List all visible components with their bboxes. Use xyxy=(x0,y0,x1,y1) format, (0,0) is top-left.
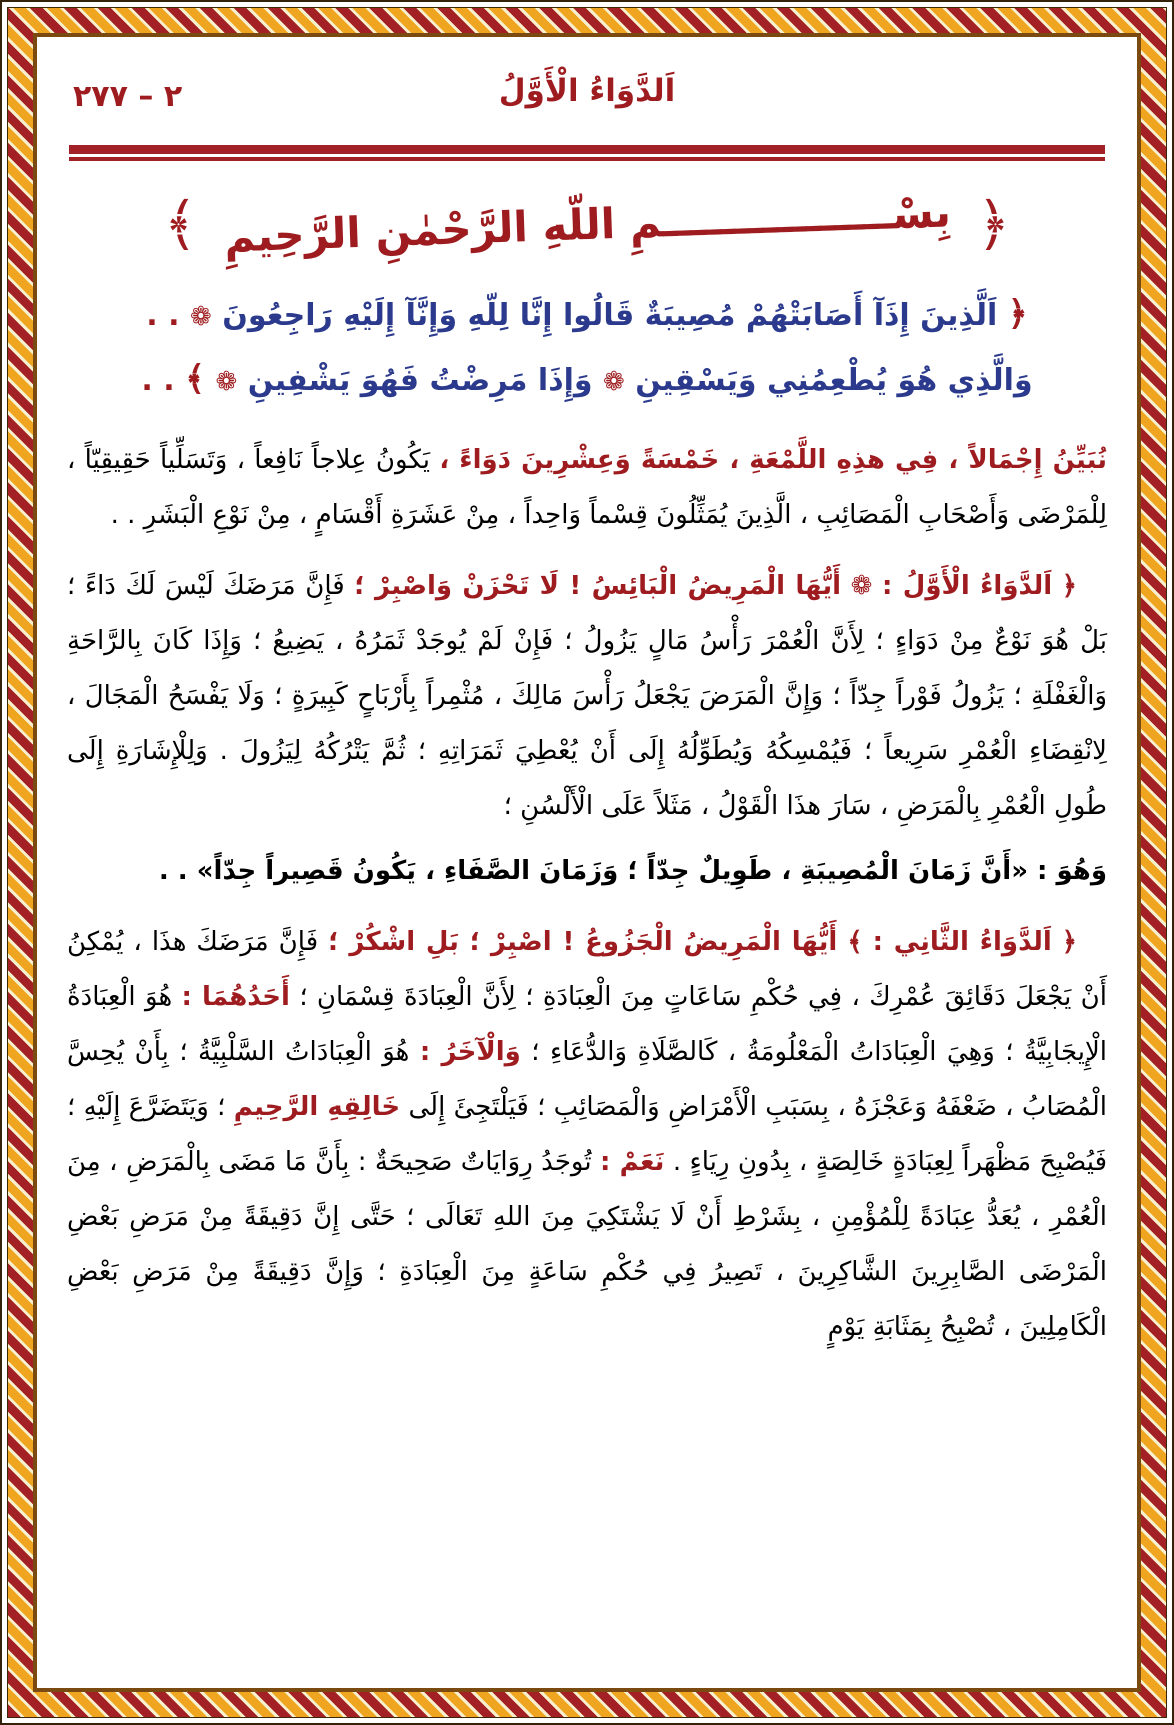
verse-2-trailer: . . xyxy=(141,363,175,398)
quran-verses xyxy=(67,283,1107,413)
remedy2-seg4: ؛ وَيَتَضَرَّعَ إِلَيْهِ ؛ فَيُصْبِحَ مَظْهَراً لِعِبَادَةٍ خَالِصَةٍ ، بِدُونِ رِيَاءٍ . xyxy=(67,1092,1107,1177)
remedy2-label-other: وَالْآخَرُ : xyxy=(419,1037,521,1067)
remedy2-seg5: تُوجَدُ رِوَايَاتٌ صَحِيحَةٌ : بِأَنَّ مَا مَضَى بِالْمَرَضِ ، مِنَ الْعُمْرِ ، يُعَدُّ عِبَادَةً لِلْمُؤْمِنِ ، بِشَرْطِ أَنْ لَا يَشْتَكِيَ مِنَ اللهِ تَعَالَى ؛ حَتَّى إِنَّ دَقِيقَةً مِنْ مَرَضِ بَعْضِ الْمَرْضَى الصَّابِرِينَ الشَّاكِرِينَ ، تَصِيرُ فِي حُكْمِ سَاعَةٍ مِنَ الْعِبَادَةِ ؛ وَإِنَّ دَقِيقَةً مِنْ مَرَضِ بَعْضِ الْكَامِلِينَ ، تُصْبِحُ بِمَثَابَةِ يَوْمٍ xyxy=(67,1147,1107,1342)
section-bracket-icon: ﴾ xyxy=(847,927,863,957)
verse-open-bracket-icon: ﴿ xyxy=(1007,294,1028,334)
verse-rosette-icon: ❁ xyxy=(215,367,238,397)
remedy2-address: أَيُّهَا الْمَرِيضُ الْجَزُوعُ ! اصْبِرْ ؛ بَلِ اشْكُرْ ؛ xyxy=(328,927,838,957)
verse-1-trailer: . . xyxy=(146,298,180,333)
remedy1-proverb-quote: وَهُوَ : «أَنَّ زَمَانَ الْمُصِيبَةِ ، طَوِيلٌ جِدّاً ؛ وَزَمَانَ الصَّفَاءِ ، يَكُونُ قَصِيراً جِدّاً» . . xyxy=(158,856,1107,886)
bismillah-right-ornament-icon: ﴿ xyxy=(976,190,1011,258)
remedy2-seg3: هُوَ الْعِبَادَاتُ السَّلْبِيَّةُ ؛ بِأَنْ يُحِسَّ الْمُصَابُ ، ضَعْفَهُ وَعَجْزَهُ ، بِسَبَبِ الْأَمْرَاضِ وَالْمَصَائِبِ ؛ فَيَلْتَجِئَ إِلَى xyxy=(67,1037,1107,1122)
section-ornament-icon: ﴿ xyxy=(1061,571,1078,601)
verse-close-bracket-icon: ﴾ xyxy=(185,359,206,399)
remedy2-label-creator: خَالِقِهِ الرَّحِيمِ xyxy=(233,1092,401,1122)
verse-2a-text: وَالَّذِي هُوَ يُطْعِمُنِي وَيَسْقِينِ xyxy=(635,363,1033,398)
remedy1-paragraph xyxy=(67,559,1107,834)
rosette-icon: ❁ xyxy=(850,571,873,601)
verse-1-text: اَلَّذِينَ إِذَآ أَصَابَتْهُمْ مُصِيبَةٌ قَالُوا إِنَّا لِلّهِ وَإِنَّآ إِلَيْهِ رَاجِعُونَ xyxy=(222,298,998,333)
remedy2-paragraph xyxy=(67,915,1107,1355)
remedy2-label-first: أَحَدُهُمَا : xyxy=(181,982,290,1012)
bismillah-calligraphy: بِسْــــــــــــــــمِ اللّهِ الرَّحْمٰنِ الرَّحِيمِ xyxy=(222,186,952,262)
bismillah-row xyxy=(67,186,1107,262)
remedy1-body: فَإِنَّ مَرَضَكَ لَيْسَ لَكَ دَاءً ؛ بَلْ هُوَ نَوْعٌ مِنْ دَوَاءٍ ؛ لِأَنَّ الْعُمْرَ رَأْسُ مَالٍ يَزُولُ ؛ فَإِنْ لَمْ يُوجَدْ ثَمَرُهُ ، يَضِيعُ ؛ وَإِذَا كَانَ بِالرَّاحَةِ وَالْغَفْلَةِ ؛ يَزُولُ فَوْراً جِدّاً ؛ وَإِنَّ الْمَرَضَ يَجْعَلُ رَأْسَ مَالِكَ ، مُثْمِراً بِأَرْبَاحٍ كَبِيرَةٍ ؛ وَلَا يَفْسَحُ الْمَجَالَ ، لِانْقِضَاءِ الْعُمْرِ سَرِيعاً ؛ فَيُمْسِكُهُ وَيُطَوِّلُهُ إِلَى أَنْ يُعْطِيَ ثَمَرَاتِهِ ؛ ثُمَّ يَتْرُكُهُ لِيَزُولَ . وَلِلْإِشَارَةِ إِلَى طُولِ الْعُمْرِ بِالْمَرَضِ ، سَارَ هذَا الْقَوْلُ ، مَثَلاً عَلَى الْأَلْسُنِ ؛ xyxy=(67,571,1107,821)
remedy1-heading: اَلدَّوَاءُ الْأَوَّلُ : xyxy=(882,571,1053,601)
verse-rosette-icon: ❁ xyxy=(190,302,212,332)
rule-thick-line xyxy=(69,145,1105,154)
verse-rosette-icon: ❁ xyxy=(602,367,625,397)
remedy2-seg1: فَإِنَّ مَرَضَكَ هذَا ، يُمْكِنُ أَنْ يَجْعَلَ دَقَائِقَ عُمْرِكَ ، فِي حُكْمِ سَاعَاتٍ مِنَ الْعِبَادَةِ ؛ لِأَنَّ الْعِبَادَةَ قِسْمَانِ ؛ xyxy=(67,927,1107,1012)
intro-red-lead: نُبَيِّنُ إِجْمَالاً ، فِي هذِهِ اللَّمْعَةِ ، خَمْسَةً وَعِشْرِينَ دَوَاءً ، xyxy=(439,445,1107,475)
remedy2-label-yes: نَعَمْ : xyxy=(599,1147,665,1177)
remedy2-seg2: هُوَ الْعِبَادَةُ الْإِيجَابِيَّةُ ؛ وَهِيَ الْعِبَادَاتُ الْمَعْلُومَةُ ، كَالصَّلَاةِ وَالدُّعَاءِ ؛ xyxy=(67,982,1108,1067)
remedy2-heading: اَلدَّوَاءُ الثَّانِي : xyxy=(872,927,1052,957)
rule-thin-line xyxy=(69,157,1105,161)
body-text xyxy=(67,433,1107,1355)
verse-line-1 xyxy=(67,283,1107,348)
section-ornament-icon: ﴿ xyxy=(1061,927,1078,957)
verse-2b-text: وَإِذَا مَرِضْتُ فَهُوَ يَشْفِينِ xyxy=(247,363,593,398)
bismillah-left-ornament-icon: ﴾ xyxy=(163,190,198,258)
page-content xyxy=(37,37,1137,1688)
page-number: ٢ – ٢٧٧ xyxy=(73,79,183,114)
page-title: اَلدَّوَاءُ الْأَوَّلُ xyxy=(498,73,676,109)
verse-line-2 xyxy=(67,348,1107,413)
intro-black-body: يَكُونُ عِلاجاً نَافِعاً ، وَتَسَلِّياً حَقِيقِيّاً ، لِلْمَرْضَى وَأَصْحَابِ الْمَصَائِبِ ، الَّذِينَ يُمَثِّلُونَ قِسْماً وَاحِداً ، مِنْ عَشَرَةِ أَقْسَامٍ ، مِنْ نَوْعِ الْبَشَرِ . . xyxy=(67,445,1107,530)
intro-paragraph xyxy=(67,433,1107,543)
page-header xyxy=(67,73,1107,131)
remedy1-address: أَيُّهَا الْمَرِيضُ الْبَائِسُ ! لَا تَحْزَنْ وَاصْبِرْ ؛ xyxy=(354,571,842,601)
header-double-rule xyxy=(69,145,1105,161)
